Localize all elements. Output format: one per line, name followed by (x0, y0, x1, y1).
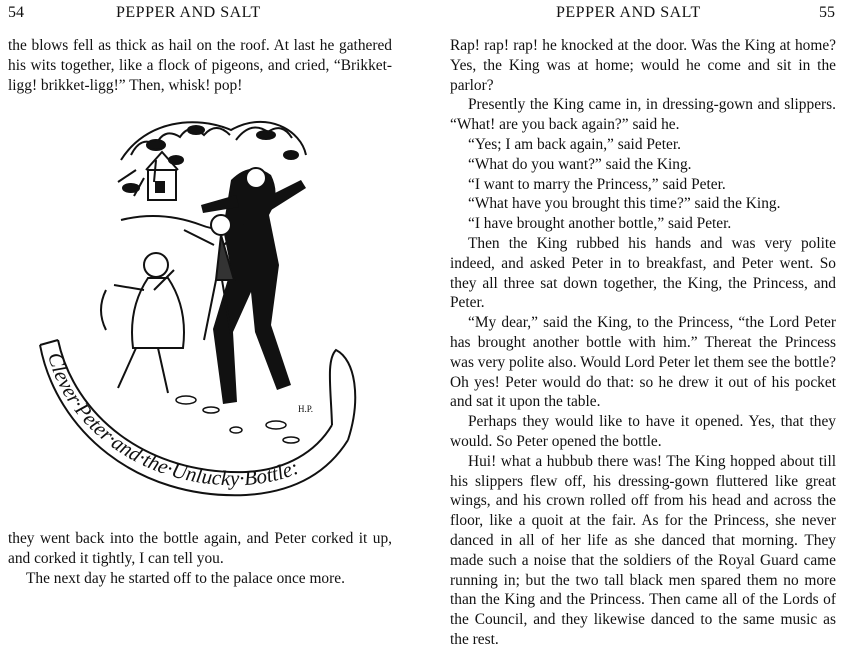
paragraph: “My dear,” said the King, to the Princess, “the Lord Peter has brought another bottle with him.” Thereat the Princess was very polite also. Would Lord Peter let them see the bottle? Oh yes! Peter would do that: so he drew it out of his pocket and sat it upon the table. (450, 314, 836, 411)
page-number: 55 (819, 4, 835, 21)
dialog-line: “I want to marry the Princess,” said Peter. (468, 175, 726, 193)
paragraph: they went back into the bottle again, and Peter corked it up, and corked it tightly, I can tell you. (8, 530, 392, 567)
top-paragraph (8, 36, 392, 95)
dialog-line: “What have you brought this time?” said the King. (468, 195, 781, 213)
foliage-drawing (118, 122, 306, 196)
paragraph: Hui! what a hubbub there was! The King hopped about till his slippers flew off, his dressing-gown fluttered like great wings, and his crown rolled off from his head and across the floor, like a quoit at the fair. As for the Princess, she never danced in all of her life as she danced that morning. They made such a noise that the soldiers of the Royal Guard came running in; but the two tall black men spared them no more than the King and the Princess. Then came all of the Lords of the Council, and they likewise danced to the same music as the rest. (450, 452, 836, 648)
paragraph: the blows fell as thick as hail on the roof. At last he gathered his wits together, like a flock of pigeons, and cried, “Brikket-ligg! brikket-ligg!” Then, whisk! pop! (8, 37, 392, 94)
illustration (36, 100, 366, 515)
dancing-figure-dark (201, 168, 306, 404)
dancing-figure-left (101, 253, 184, 393)
page-number: 54 (8, 4, 24, 21)
body-text (450, 36, 836, 650)
dialog-line: “What do you want?” said the King. (468, 155, 692, 173)
paragraph: Perhaps they would like to have it opened. Yes, that they would. So Peter opened the bottle. (450, 413, 836, 450)
bottom-text (8, 529, 392, 588)
right-page (428, 0, 846, 648)
paragraph: Presently the King came in, in dressing-gown and slippers. “What! are you back again?” said he. (450, 96, 836, 134)
banner-text: Clever·Peter·and·the·Unlucky·Bottle: (43, 349, 303, 491)
artist-signature: H.P. (298, 404, 314, 414)
left-page (0, 0, 418, 589)
paragraph: The next day he started off to the palace once more. (26, 569, 345, 587)
paragraph: Rap! rap! rap! he knocked at the door. Was the King at home? Yes, the King was at home; would he come and sit in the parlor? (450, 37, 836, 94)
dialog-line: “Yes; I am back again,” said Peter. (468, 135, 681, 153)
ground-stones (176, 396, 299, 443)
running-head: PEPPER AND SALT (556, 4, 701, 21)
running-head: PEPPER AND SALT (116, 4, 261, 21)
dialog-line: “I have brought another bottle,” said Peter. (468, 215, 732, 233)
paragraph: Then the King rubbed his hands and was very polite indeed, and asked Peter in to breakfast, and Peter went. So they all three sat down together, the King, the Princess, and Peter. (450, 234, 836, 312)
